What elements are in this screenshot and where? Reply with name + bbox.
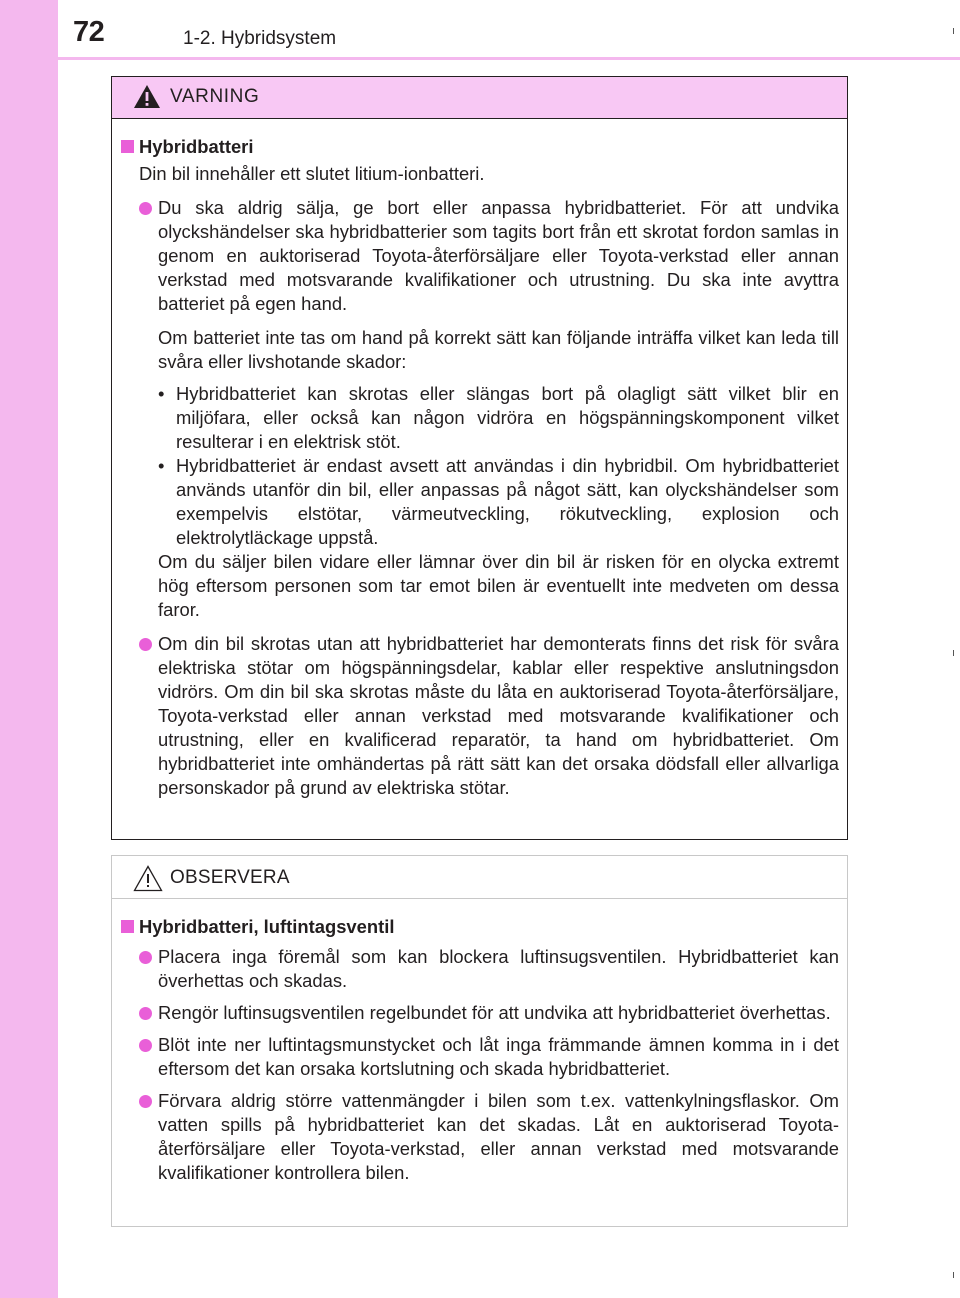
crop-mark xyxy=(953,1272,954,1278)
circle-bullet-icon xyxy=(139,1095,152,1108)
page-number: 72 xyxy=(73,16,105,48)
list-item xyxy=(158,454,839,550)
chapter-title: 1-2. Hybridsystem xyxy=(183,28,337,49)
warning-body xyxy=(112,119,847,800)
crop-mark xyxy=(953,28,954,34)
notice-item xyxy=(121,1001,839,1025)
section-title xyxy=(121,135,839,159)
side-tab-bar xyxy=(0,0,58,1298)
notice-box xyxy=(111,855,848,1227)
circle-bullet-icon xyxy=(139,638,152,651)
warning-item-text: Om din bil skrotas utan att hybridbatteriet har demonterats finns det risk för svåra elektriska stötar om högspänningsdelar, kablar eller respektive anslutningsdon vidrörs. Om din bil ska skrotas måste du låta en auktoriserad Toyota-återförsäljare, Toyota-verkstad eller annan verkstad med motsvarande kvalifikationer och utrustning, eller en kvalificerad reparatör, ta hand om hybridbatteriet. Om hybridbatteriet inte omhändertas på rätt sätt kan det orsaka dödsfall eller allvarliga personskador på grund av elektriska stötar. xyxy=(158,633,839,798)
bullet-marker-icon: • xyxy=(158,383,165,404)
circle-bullet-icon xyxy=(139,202,152,215)
warning-paragraph: Om batteriet inte tas om hand på korrekt sätt kan följande inträffa vilket kan leda till svåra eller livshotande skador: xyxy=(158,327,839,372)
notice-label: OBSERVERA xyxy=(170,867,290,888)
notice-body xyxy=(112,899,847,1185)
notice-item-text: Rengör luftinsugsventilen regelbundet för att undvika att hybridbatteriet överhettas. xyxy=(158,1002,831,1023)
warning-header xyxy=(112,77,847,119)
notice-header xyxy=(112,856,847,899)
warning-label: VARNING xyxy=(170,86,260,107)
warning-item-text: Du ska aldrig sälja, ge bort eller anpassa hybridbatteriet. För att undvika olyckshändelser ska hybridbatterier som tagits bort från ett skrotat fordon samlas in genom en auktoriserad Toyota-återförsäljare eller Toyota-verkstad eller annan verkstad med motsvarande kvalifikationer och utrustning. Du ska inte avyttra batteriet på egen hand. xyxy=(158,197,839,314)
section-title xyxy=(121,915,839,939)
square-bullet-icon xyxy=(121,920,134,933)
section-title-text: Hybridbatteri, luftintagsventil xyxy=(139,916,395,937)
notice-item xyxy=(121,1033,839,1081)
circle-bullet-icon xyxy=(139,1007,152,1020)
notice-item xyxy=(121,1089,839,1185)
notice-item xyxy=(121,945,839,993)
warning-paragraph: Om du säljer bilen vidare eller lämnar över din bil är risken för en olycka extremt hög eftersom personen som tar emot bilen är eventuellt inte medveten om dessa faror. xyxy=(158,551,839,620)
warning-box xyxy=(111,76,848,840)
list-item-text: Hybridbatteriet är endast avsett att användas i din hybridbil. Om hybridbatteriet används utanför din bil, eller anpassas på något sätt, kan olyckshändelser som exempelvis elstötar, värmeutveckling, rökutveckling, explosion och elektrolytläckage uppstå. xyxy=(176,455,839,548)
notice-item-text: Förvara aldrig större vattenmängder i bilen som t.ex. vattenkylningsflaskor. Om vatten spills på hybridbatteriet kan det skadas. Låt en auktoriserad Toyota-återförsäljare eller Toyota-verkstad, eller annan verkstad med motsvarande kvalifikationer kontrollera bilen. xyxy=(158,1090,839,1183)
bullet-list xyxy=(121,382,839,550)
warning-triangle-outline-icon xyxy=(133,865,163,897)
notice-item-text: Blöt inte ner luftintagsmunstycket och låt inga främmande ämnen komma in i det eftersom det kan orsaka kortslutning och skada hybridbatteriet. xyxy=(158,1034,839,1079)
crop-mark xyxy=(953,650,954,656)
list-item-text: Hybridbatteriet kan skrotas eller slängas bort på olagligt sätt vilket blir en miljöfara, eller också kan någon vidröra en högspänningskomponent vilket resulterar i en elektrisk stöt. xyxy=(176,383,839,452)
square-bullet-icon xyxy=(121,140,134,153)
intro-text: Din bil innehåller ett slutet litium-ionbatteri. xyxy=(139,163,485,184)
section-title-text: Hybridbatteri xyxy=(139,136,254,157)
notice-item-text: Placera inga föremål som kan blockera luftinsugsventilen. Hybridbatteriet kan överhettas och skadas. xyxy=(158,946,839,991)
circle-bullet-icon xyxy=(139,1039,152,1052)
warning-item xyxy=(121,196,839,316)
header-rule xyxy=(58,57,960,60)
list-item xyxy=(158,382,839,454)
warning-item xyxy=(121,632,839,800)
warning-triangle-filled-icon xyxy=(133,84,161,114)
bullet-marker-icon: • xyxy=(158,455,165,476)
circle-bullet-icon xyxy=(139,951,152,964)
